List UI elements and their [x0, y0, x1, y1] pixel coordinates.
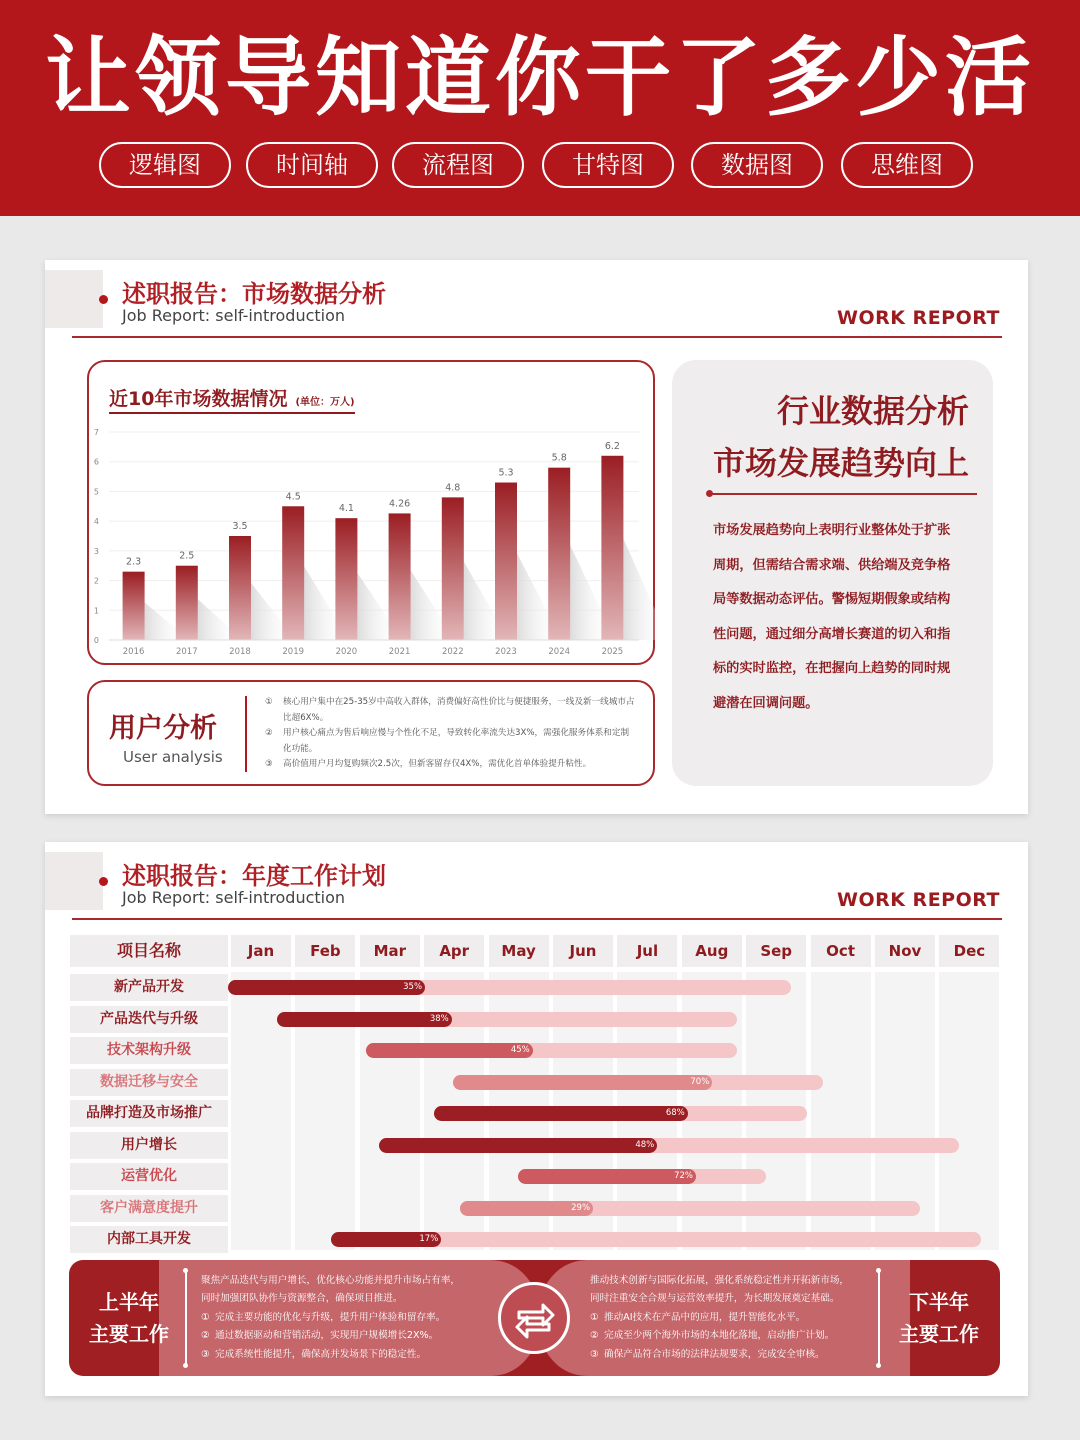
x-tick-label: 2021	[388, 647, 411, 657]
line-number: ②	[201, 1330, 210, 1342]
gantt-month-oct: Oct	[811, 935, 871, 967]
bar-value-label: 3.5	[232, 521, 248, 532]
bar-value-label: 5.3	[498, 467, 514, 479]
list-number: ①	[265, 697, 273, 707]
bar-value-label: 4.5	[285, 491, 301, 503]
y-tick-label: 4	[93, 517, 99, 527]
y-tick-label: 3	[93, 546, 99, 556]
chart-unit: (单位：万人)	[295, 397, 355, 408]
chart-card	[87, 360, 655, 665]
bar-value-label: 2.3	[126, 556, 142, 568]
user-analysis-list	[265, 695, 635, 773]
industry-analysis-card	[672, 360, 993, 786]
line-text: 同时加强团队协作与资源整合，确保项目推进。	[201, 1293, 403, 1305]
bar-2018	[229, 536, 251, 640]
pill-logic[interactable]: 逻辑图	[99, 142, 231, 188]
x-tick-label: 2024	[548, 647, 571, 657]
text-line	[201, 1290, 460, 1308]
gantt-task-name: 新产品开发	[70, 974, 228, 1001]
gantt-month-jul: Jul	[617, 935, 677, 967]
x-tick-label: 2018	[229, 647, 251, 657]
gantt-progress-label: 17%	[419, 1234, 439, 1244]
gantt-month-aug: Aug	[682, 935, 742, 967]
line-number: ③	[590, 1348, 599, 1360]
second-half-divider	[878, 1270, 880, 1366]
bar-2017	[176, 566, 198, 640]
gantt-month-feb: Feb	[295, 935, 355, 967]
gantt-task-track	[331, 1232, 981, 1247]
line-text: 通过数据驱动和营销活动，实现用户规模增长2X%。	[215, 1330, 439, 1342]
line-text: 完成系统性能提升，确保高并发场景下的稳定性。	[215, 1348, 427, 1360]
gantt-task-progress	[228, 980, 425, 995]
bar-2020	[335, 518, 357, 640]
gantt-month-nov: Nov	[875, 935, 935, 967]
pill-datachart[interactable]: 数据图	[691, 142, 823, 188]
bar-shadow	[623, 539, 657, 640]
gantt-progress-label: 72%	[674, 1171, 693, 1181]
gantt-task-track	[379, 1138, 959, 1153]
industry-heading: 行业数据分析	[776, 392, 969, 430]
text-line	[590, 1272, 849, 1290]
gantt-task-name: 品牌打造及市场推广	[70, 1100, 228, 1127]
gantt-task-track	[518, 1169, 766, 1184]
gantt-progress-label: 48%	[635, 1139, 655, 1150]
y-tick-label: 0	[93, 636, 99, 645]
line-number: ①	[201, 1311, 210, 1323]
divider-dot	[876, 1363, 881, 1368]
chart-title	[109, 384, 355, 414]
line-text: 聚焦产品迭代与用户增长，优化核心功能并提升市场占有率，	[201, 1275, 461, 1286]
bar-2024	[548, 468, 570, 640]
x-tick-label: 2022	[441, 647, 464, 657]
swap-arrows-icon	[498, 1282, 570, 1354]
bar-2025	[601, 456, 623, 640]
second-half-title-line2: 主要工作	[899, 1322, 979, 1346]
industry-divider	[708, 493, 977, 495]
bar-value-label: 6.2	[604, 440, 620, 452]
bar-2022	[442, 497, 464, 640]
pill-gantt[interactable]: 甘特图	[542, 142, 674, 188]
list-item	[265, 726, 635, 757]
user-analysis-divider	[245, 696, 247, 772]
gantt-name-header: 项目名称	[70, 935, 228, 967]
bar-2019	[282, 506, 304, 640]
gantt-task-track	[277, 1012, 736, 1027]
chart-title-text: 近10年市场数据情况	[109, 388, 288, 410]
gantt-task-track	[453, 1075, 823, 1090]
gantt-chart	[70, 932, 1002, 1250]
line-text: 完成至少两个海外市场的本地化落地，启动推广计划。	[604, 1330, 835, 1342]
gantt-task-progress	[453, 1075, 712, 1090]
line-text: 完成主要功能的优化与升级，提升用户体验和留存率。	[215, 1311, 446, 1323]
gantt-task-track	[228, 980, 791, 995]
bar-2021	[389, 513, 411, 640]
gantt-task-name: 用户增长	[70, 1132, 228, 1159]
header-dot	[99, 295, 108, 304]
pill-mindmap[interactable]: 思维图	[841, 142, 973, 188]
text-line	[201, 1346, 460, 1364]
list-text: 核心用户集中在25-35岁中高收入群体，消费偏好高性价比与便捷服务，一线及新一线城市占比超6X%。	[283, 697, 635, 723]
bar-value-label: 2.5	[179, 550, 195, 562]
list-text: 高价值用户月均复购频次2.5次，但新客留存仅4X%，需优化首单体验提升粘性。	[283, 759, 592, 769]
text-line	[590, 1309, 849, 1327]
bar-value-label: 5.8	[551, 452, 567, 464]
user-analysis-subtitle: User analysis	[123, 748, 223, 766]
industry-divider-dot	[706, 490, 713, 497]
bar-2016	[123, 572, 145, 640]
swap-arrows-glyph	[501, 1285, 567, 1351]
market-analysis-panel	[45, 260, 1028, 814]
y-tick-label: 7	[93, 428, 99, 437]
gantt-month-mar: Mar	[360, 935, 420, 967]
gantt-task-progress	[379, 1138, 657, 1153]
header-deco-square	[45, 270, 103, 328]
industry-description: 市场发展趋势向上表明行业整体处于扩张周期，但需结合需求端、供给端及竞争格局等数据动态评估。警惕短期假象或结构性问题，通过细分高增长赛道的切入和指标的实时监控，在把握向上趋势的同时规避潜在回调问题。	[713, 523, 951, 711]
gantt-task-track	[434, 1106, 808, 1121]
gantt-progress-label: 68%	[665, 1108, 685, 1118]
text-line	[590, 1290, 849, 1308]
first-half-title-line1: 上半年	[99, 1290, 159, 1314]
second-half-title-line1: 下半年	[909, 1290, 969, 1314]
gantt-task-name: 数据迁移与安全	[70, 1069, 228, 1096]
bar-value-label: 4.8	[445, 482, 461, 494]
header-dot	[99, 877, 108, 886]
y-tick-label: 5	[93, 487, 99, 497]
list-number: ②	[265, 728, 273, 738]
header-divider	[72, 336, 1002, 338]
pill-timeline[interactable]: 时间轴	[246, 142, 378, 188]
bar-value-label: 4.1	[338, 503, 354, 515]
text-line	[201, 1327, 460, 1345]
line-number: ②	[590, 1330, 599, 1342]
second-half-title	[891, 1286, 987, 1350]
line-text: 同时注重安全合规与运营效率提升，为长期发展奠定基础。	[590, 1293, 840, 1305]
divider-dot	[183, 1363, 188, 1368]
text-line	[590, 1327, 849, 1345]
gantt-task-name: 运营优化	[70, 1163, 228, 1190]
text-line	[590, 1346, 849, 1364]
first-half-title	[81, 1286, 177, 1350]
user-analysis-card	[87, 680, 655, 786]
line-text: 推动技术创新与国际化拓展，强化系统稳定性并开拓新市场，	[590, 1275, 850, 1286]
trend-heading: 市场发展趋势向上	[712, 444, 969, 482]
second-half-text	[590, 1272, 849, 1364]
list-text: 用户核心痛点为售后响应慢与个性化不足，导致转化率流失达3X%，需强化服务体系和定制化功能。	[283, 728, 630, 754]
half-year-summary	[69, 1260, 1000, 1376]
x-tick-label: 2020	[335, 647, 358, 657]
gantt-task-progress	[277, 1012, 451, 1027]
work-report-badge: WORK REPORT	[836, 307, 1000, 329]
gantt-month-sep: Sep	[746, 935, 806, 967]
gantt-month-jun: Jun	[553, 935, 613, 967]
panel-title: 述职报告：年度工作计划	[122, 862, 386, 890]
gantt-task-track	[366, 1043, 736, 1058]
header-deco-square	[45, 852, 103, 910]
y-tick-label: 6	[93, 457, 99, 467]
gantt-progress-label: 35%	[403, 982, 423, 992]
gantt-task-name: 内部工具开发	[70, 1226, 228, 1253]
gantt-task-name: 客户满意度提升	[70, 1195, 228, 1222]
line-number: ①	[590, 1311, 599, 1323]
divider-dot	[876, 1268, 881, 1273]
gantt-task-progress	[366, 1043, 533, 1058]
gantt-progress-label: 38%	[429, 1013, 449, 1024]
gantt-month-jan: Jan	[231, 935, 291, 967]
gantt-month-dec: Dec	[939, 935, 999, 967]
first-half-divider	[185, 1270, 187, 1366]
gantt-progress-label: 45%	[510, 1045, 530, 1055]
first-half-title-line2: 主要工作	[89, 1322, 169, 1346]
gantt-month-column	[939, 972, 999, 1250]
line-text: 确保产品符合市场的法律法规要求，完成安全审核。	[604, 1348, 825, 1360]
line-text: 推动AI技术在产品中的应用，提升智能化水平。	[604, 1311, 806, 1323]
list-number: ③	[265, 759, 273, 769]
annual-plan-panel	[45, 842, 1028, 1396]
header-divider	[72, 918, 1002, 920]
x-tick-label: 2019	[282, 647, 305, 657]
panel-title: 述职报告：市场数据分析	[122, 280, 386, 308]
gantt-task-name: 技术架构升级	[70, 1037, 228, 1064]
bar-2023	[495, 483, 517, 640]
x-tick-label: 2025	[601, 647, 624, 657]
panel-subtitle: Job Report: self-introduction	[122, 888, 346, 907]
pill-flowchart[interactable]: 流程图	[392, 142, 524, 188]
gantt-progress-label: 29%	[571, 1202, 591, 1213]
divider-dot	[183, 1268, 188, 1273]
bar-value-label: 4.26	[389, 498, 411, 510]
gantt-month-apr: Apr	[424, 935, 484, 967]
gantt-progress-label: 70%	[690, 1076, 710, 1087]
text-line	[201, 1309, 460, 1327]
line-number: ③	[201, 1348, 210, 1360]
gantt-task-progress	[518, 1169, 697, 1184]
hero-banner	[0, 0, 1080, 216]
y-tick-label: 1	[93, 606, 99, 616]
hero-title: 让领导知道你干了多少活	[45, 28, 1035, 128]
list-item	[265, 757, 635, 773]
text-line	[201, 1272, 460, 1290]
gantt-month-may: May	[489, 935, 549, 967]
panel-subtitle: Job Report: self-introduction	[122, 306, 346, 325]
user-analysis-title: 用户分析	[109, 713, 217, 744]
gantt-task-progress	[434, 1106, 688, 1121]
gantt-task-track	[460, 1201, 920, 1216]
x-tick-label: 2016	[122, 647, 145, 657]
first-half-text	[201, 1272, 460, 1364]
x-tick-label: 2023	[495, 647, 517, 657]
work-report-badge: WORK REPORT	[836, 889, 1000, 911]
y-tick-label: 2	[93, 576, 99, 586]
gantt-task-name: 产品迭代与升级	[70, 1006, 228, 1033]
x-tick-label: 2017	[175, 647, 198, 657]
list-item	[265, 695, 635, 726]
